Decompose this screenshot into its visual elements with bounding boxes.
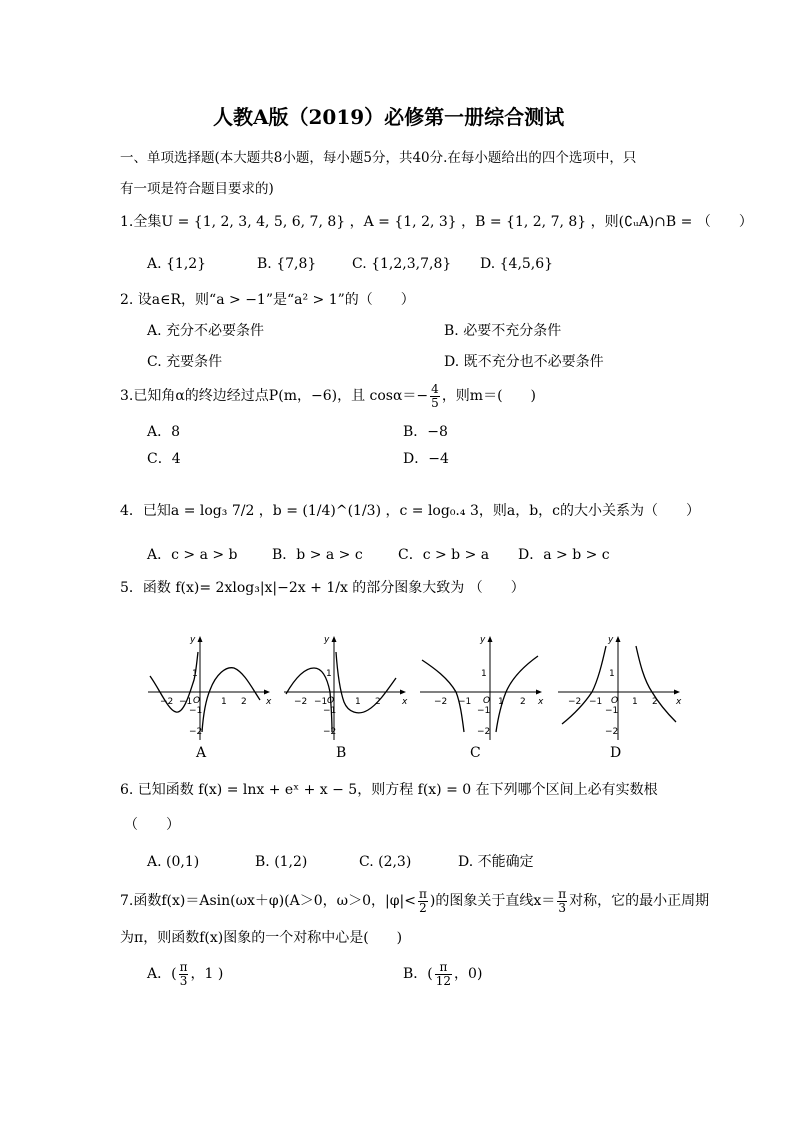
q3-option-c: C．4 — [147, 451, 181, 467]
graph-c-label: C — [470, 745, 481, 761]
q2-option-d: D. 既不充分也不必要条件 — [444, 354, 604, 370]
graph-c-y-label: y — [480, 635, 486, 645]
q7-fraction-2-denominator: 3 — [558, 900, 566, 915]
graph-d-tick-x4: 2 — [652, 697, 658, 707]
q3-fraction-denominator: 5 — [431, 395, 439, 410]
graph-a-y-label: y — [190, 635, 196, 645]
q7-fraction-1-numerator: π — [418, 886, 427, 901]
graph-b-tick-y1: 1 — [326, 669, 332, 679]
q3-fraction-numerator: 4 — [431, 381, 439, 396]
graph-b-tick-x2: −1 — [314, 697, 328, 707]
q3-fraction — [430, 383, 440, 410]
q7-stem-part3: 对称，它的最小正周期 — [569, 893, 710, 909]
q7-option-b-suffix: ，0) — [454, 966, 483, 982]
q3-option-d: D．−4 — [403, 451, 449, 467]
q2-stem: 2. 设a∈R，则“a > −1”是“a² > 1”的（ ） — [120, 292, 415, 308]
q4-option-d: D．a > b > c — [518, 547, 610, 563]
q1-option-c: C. {1,2,3,7,8} — [352, 256, 452, 272]
graph-c-tick-y1: 1 — [481, 669, 487, 679]
q3-stem-part-a: 3.已知角α的终边经过点P(m，−6)，且 cosα＝− — [120, 388, 429, 404]
q7-option-b-denominator: 12 — [435, 973, 452, 988]
graph-d-tick-x2: −1 — [589, 697, 603, 707]
graph-b-y-label: y — [324, 635, 330, 645]
q2-option-b: B. 必要不充分条件 — [444, 323, 562, 339]
q4-option-b: B．b > a > c — [272, 547, 363, 563]
graph-c-origin: O — [483, 696, 491, 706]
q7-option-b-prefix: B．( — [403, 966, 433, 982]
graph-c-tick-x2: −1 — [458, 697, 472, 707]
graph-c-x-label: x — [538, 697, 544, 707]
graph-c-tick-y3: −2 — [477, 727, 491, 737]
graph-d-tick-x3: 1 — [632, 697, 638, 707]
graph-b-tick-y3: −2 — [323, 727, 337, 737]
graph-a-label: A — [196, 745, 207, 761]
q6-option-d: D. 不能确定 — [458, 854, 534, 870]
q1-option-a: A. {1,2} — [147, 256, 207, 272]
q2-option-c: C. 充要条件 — [147, 354, 223, 370]
graph-c-tick-x4: 2 — [520, 697, 526, 707]
q7-option-a-fraction — [179, 961, 189, 988]
graph-b-tick-y2: −1 — [323, 706, 337, 716]
q7-option-a-numerator: π — [179, 959, 188, 974]
graph-a-x-label: x — [266, 697, 272, 707]
graph-b-x-label: x — [402, 697, 408, 707]
q7-stem-line1 — [120, 883, 709, 919]
section-instructions-line2: 有一项是符合题目要求的) — [120, 181, 274, 197]
q3-stem — [120, 378, 536, 414]
graph-d-x-label: x — [676, 697, 682, 707]
q7-option-a — [147, 956, 223, 992]
q7-fraction-2-numerator: π — [558, 886, 567, 901]
q7-stem-part2: )的图象关于直线x＝ — [429, 893, 556, 909]
q6-option-a: A. (0,1) — [147, 854, 200, 870]
q1-option-d: D. {4,5,6} — [480, 256, 554, 272]
graph-c — [418, 632, 544, 742]
q3-stem-part-b: ，则m＝( ) — [441, 388, 537, 404]
q5-stem: 5．函数 f(x)= 2xlog₃|x|−2x + 1/x 的部分图象大致为 （ ） — [120, 580, 525, 596]
graph-d-origin: O — [611, 696, 619, 706]
graph-a-tick-x2: −1 — [179, 697, 193, 707]
graph-a-tick-x3: 1 — [221, 697, 227, 707]
graph-d-y-label: y — [608, 635, 614, 645]
q4-stem: 4．已知a = log₃ 7/2 ，b = (1/4)^(1/3) ，c = log₀.₄ 3，则a，b，c的大小关系为（ ） — [120, 503, 701, 519]
graph-a-tick-y2: −1 — [189, 706, 203, 716]
graph-a-tick-y1: 1 — [192, 669, 198, 679]
q7-fraction-1 — [418, 888, 428, 915]
q6-option-b: B. (1,2) — [255, 854, 308, 870]
graph-a-tick-x1: −2 — [160, 697, 174, 707]
graph-b-tick-x3: 1 — [355, 697, 361, 707]
q7-fraction-1-denominator: 2 — [419, 900, 427, 915]
graph-d — [556, 632, 682, 742]
graph-a — [146, 632, 272, 742]
q1-stem: 1.全集U = {1, 2, 3, 4, 5, 6, 7, 8} ，A = {1, 2, 3} ，B = {1, 2, 7, 8} ，则(∁ᵤA)∩B = （ ） — [120, 214, 753, 230]
q3-option-b: B．−8 — [403, 424, 448, 440]
graph-c-tick-y2: −1 — [477, 706, 491, 716]
q7-stem-line2: 为π，则函数f(x)图象的一个对称中心是( ) — [120, 930, 403, 946]
q6-stem-line1: 6. 已知函数 f(x) = lnx + eˣ + x − 5，则方程 f(x) = 0 在下列哪个区间上必有实数根 — [120, 782, 658, 798]
graph-d-tick-y1: 1 — [609, 669, 615, 679]
q7-option-a-prefix: A．( — [147, 966, 177, 982]
q7-fraction-2 — [557, 888, 567, 915]
q4-option-c: C．c > b > a — [398, 547, 490, 563]
page-title: 人教A版（2019）必修第一册综合测试 — [213, 105, 565, 129]
graph-b-tick-x1: −2 — [294, 697, 308, 707]
graph-b-label: B — [336, 745, 347, 761]
q7-option-b — [403, 956, 482, 992]
graph-d-label: D — [610, 745, 622, 761]
graph-c-tick-x3: 1 — [498, 697, 504, 707]
q3-option-a: A．8 — [147, 424, 181, 440]
q7-stem-part1: 7.函数f(x)＝Asin(ωx＋φ)(A＞0，ω＞0，|φ|< — [120, 893, 416, 909]
graph-b — [282, 632, 408, 742]
section-instructions-line1: 一、单项选择题(本大题共8小题，每小题5分，共40分.在每小题给出的四个选项中，只 — [120, 150, 637, 166]
graph-a-tick-x4: 2 — [241, 697, 247, 707]
q7-option-b-fraction — [435, 961, 452, 988]
q7-option-a-denominator: 3 — [179, 973, 188, 988]
graph-b-tick-x4: 2 — [375, 697, 381, 707]
graph-a-origin: O — [193, 696, 201, 706]
q1-option-b: B. {7,8} — [257, 256, 317, 272]
graph-d-tick-y3: −2 — [605, 727, 619, 737]
graph-d-tick-x1: −2 — [568, 697, 582, 707]
q4-option-a: A．c > a > b — [147, 547, 238, 563]
graph-a-tick-y3: −2 — [189, 727, 203, 737]
q7-option-b-numerator: π — [435, 961, 452, 975]
graph-b-origin: O — [327, 696, 335, 706]
q7-option-a-suffix: ，1 ) — [190, 966, 224, 982]
q6-stem-line2: （ ） — [124, 817, 180, 833]
graph-d-tick-y2: −1 — [605, 706, 619, 716]
q6-option-c: C. (2,3) — [359, 854, 412, 870]
graph-c-tick-x1: −2 — [434, 697, 448, 707]
q2-option-a: A. 充分不必要条件 — [147, 323, 265, 339]
